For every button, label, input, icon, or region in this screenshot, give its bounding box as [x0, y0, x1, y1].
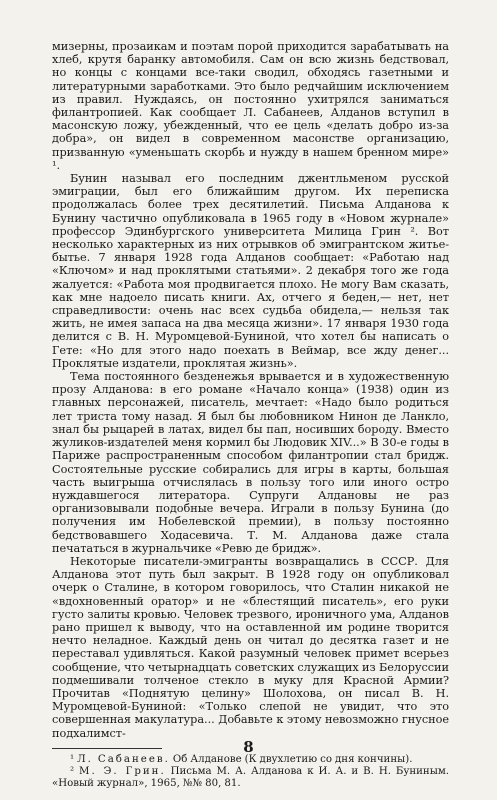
main-text	[52, 40, 449, 740]
paragraph-1: мизерны, прозаикам и поэтам порой приходится зарабатывать на хлеб, крутя баранку автомобиля. Сам он всю жизнь бедствовал, но концы с концами все-таки сводил, обходясь газетными и литературными заработками. Это было редчайшим исключением из правил. Нуждаясь, он постоянно ухитрялся заниматься филантропией. Как сообщает Л. Сабанеев, Алданов вступил в масонскую ложу, убежденный, что ее цель «делать добро из-за добра», он видел в современном масонстве организацию, призванную «уменьшать скорбь и нужду в нашем бренном мире» ¹.	[52, 40, 449, 172]
footnote-1-text: Об Алданове (К двухлетию со дня кончины).	[169, 753, 413, 765]
footnote-1-number: ¹	[70, 753, 75, 765]
paragraph-3: Тема постоянного безденежья врывается и в художественную прозу Алданова: в его романе «Начало конца» (1938) один из главных персонажей, писатель, мечтает: «Надо было родиться лет триста тому назад. Я был бы любовником Нинон де Ланкло, знал бы рыцарей в латах, видел бы пап, носивших бороду. Вместо жуликов-издателей меня кормил бы Людовик XIV...» В 30-е годы в Париже распространенным способом филантропии стал бридж. Состоятельные русские собирались для игры в карты, большая часть выигрыша отчислялась в пользу того или иного остро нуждавшегося литератора. Супруги Алдановы не раз организовывали подобные вечера. Играли в пользу Бунина (до получения им Нобелевской премии), в пользу постоянно бедствовавшего Ходасевича. Т. М. Алданова даже стала печататься в журнальчике «Ревю де бридж».	[52, 370, 449, 555]
page-number: 8	[243, 738, 254, 756]
footnote-2	[52, 766, 449, 790]
paragraph-4: Некоторые писатели-эмигранты возвращались в СССР. Для Алданова этот путь был закрыт. В 1928 году он опубликовал очерк о Сталине, в котором говорилось, что Сталин никакой не «вдохновенный оратор» и не «блестящий писатель», его руки густо залиты кровью. Человек трезвого, ироничного ума, Алданов рано пришел к выводу, что на оставленной им родине творится нечто неладное. Каждый день он читал до десятка газет и не переставал удивляться. Какой разумный человек примет всерьез сообщение, что четырнадцать советских служащих из Белоруссии подмешивали толченое стекло в муку для Красной Армии? Прочитав «Поднятую целину» Шолохова, он писал В. Н. Муромцевой-Буниной: «Только слепой не увидит, что это совершенная макулатура... Добавьте к этому невозможно гнусное подхалимст-	[52, 554, 449, 740]
footnote-2-text: Письма М. А. Алданова к И. А. и В. Н. Буниным. «Новый журнал», 1965, №№ 80, 81.	[52, 765, 449, 789]
footnote-2-author: М. Э. Грин.	[79, 765, 166, 777]
footnotes	[52, 754, 449, 790]
footnote-1-author: Л. Сабанеев.	[77, 753, 170, 765]
paragraph-2: Бунин называл его последним джентльменом русской эмиграции, был его ближайшим другом. Их переписка продолжалась более трех десятилетий. Письма Алданова к Бунину частично опубликовала в 1965 году в «Новом журнале» профессор Эдинбургского университета Милица Грин ². Вот несколько характерных из них отрывков об эмигрантском житье-бытье. 7 января 1928 года Алданов сообщает: «Работаю над «Ключом» и над проклятыми статьями». 2 декабря того же года жалуется: «Работа моя продвигается плохо. Не могу Вам сказать, как мне надоело писать книги. Ах, отчего я беден,— нет, нет справедливости: очень нас всех судьба обидела,— нельзя так жить, не имея запаса на два месяца жизни». 17 января 1930 года делится с В. Н. Муромцевой-Буниной, что хотел бы написать о Гете: «Но для этого надо поехать в Веймар, все жду денег... Проклятые издатели, проклятая жизнь».	[52, 172, 449, 370]
footnote-2-number: ²	[70, 765, 75, 777]
